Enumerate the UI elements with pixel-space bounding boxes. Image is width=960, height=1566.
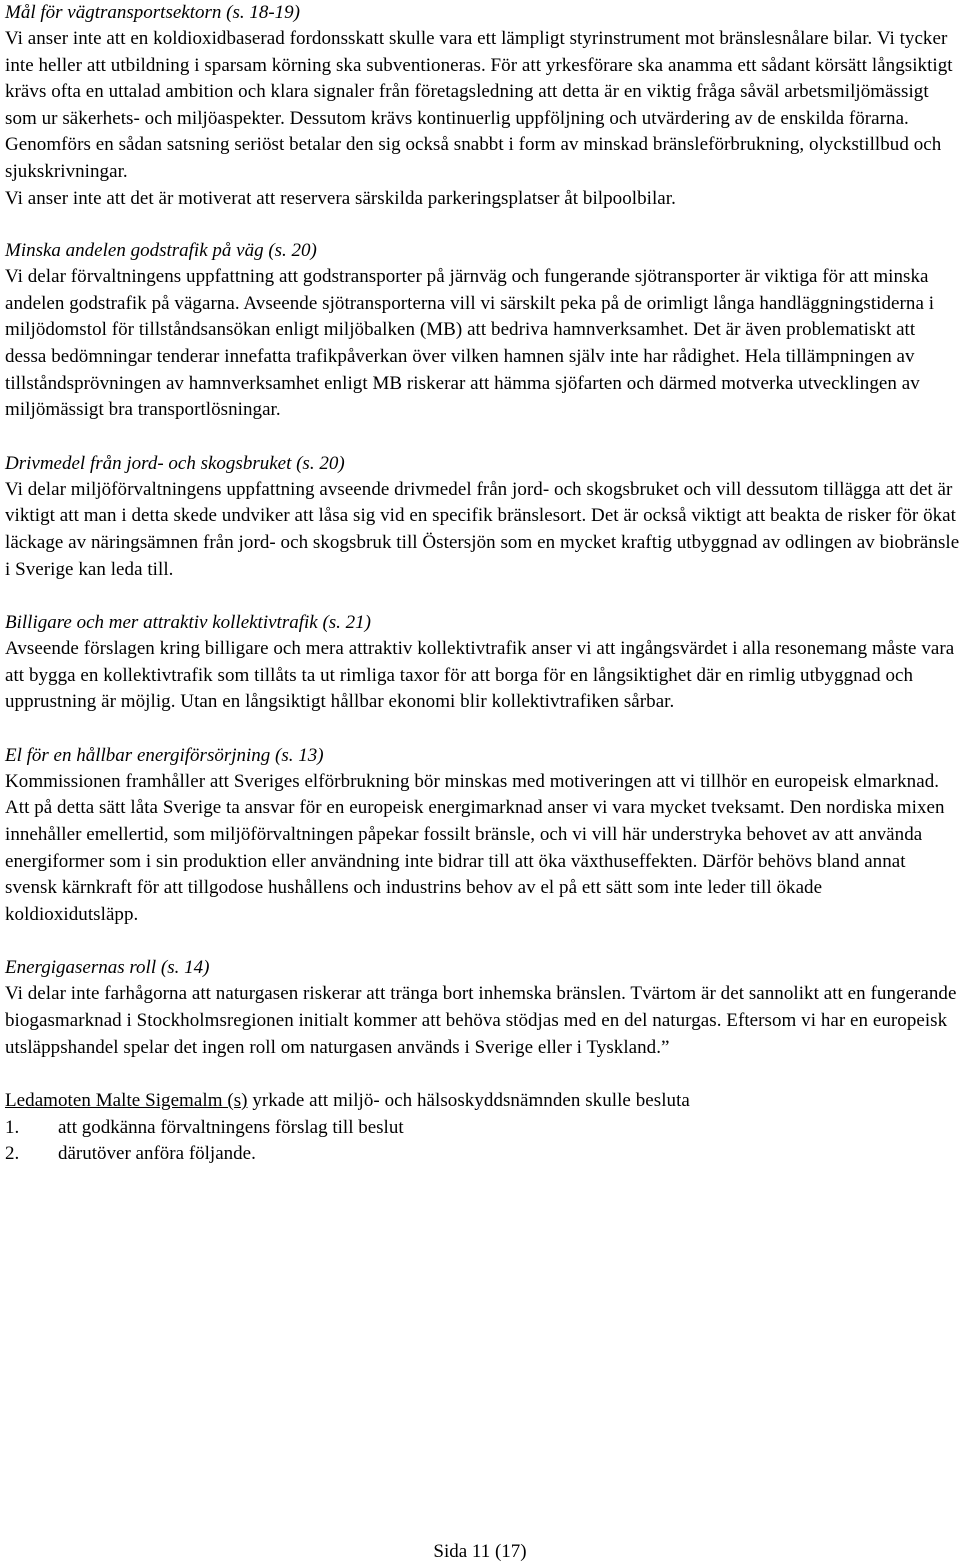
section-paragraph: Vi delar inte farhågorna att naturgasen riskerar att tränga bort inhemska bränslen. Tvärtom är det sannolikt att en fungerande biogasmarknad i Stockholmsregionen initialt kommer att behöva stödjas med en del naturgas. Eftersom vi har en europeisk utsläppshandel spelar det ingen roll om naturgasen används i Sverige eller i Tyskland.” xyxy=(5,983,957,1058)
document-page xyxy=(5,0,960,1193)
motion-block xyxy=(5,1088,960,1168)
section-drivmedel xyxy=(5,451,960,583)
section-el-energi xyxy=(5,743,960,929)
section-heading: El för en hållbar energiförsörjning (s. 13) xyxy=(5,744,324,766)
list-item-number: 2. xyxy=(5,1143,20,1165)
list-item-text: att godkänna förvaltningens förslag till beslut xyxy=(58,1116,404,1138)
motion-name: Ledamoten Malte Sigemalm (s) xyxy=(5,1090,248,1112)
motion-rest: yrkade att miljö- och hälsoskyddsnämnden skulle besluta xyxy=(247,1090,690,1112)
section-godstrafik xyxy=(5,238,960,424)
section-heading: Energigasernas roll (s. 14) xyxy=(5,957,210,979)
page-number-footer: Sida 11 (17) xyxy=(433,1541,527,1562)
section-paragraph: Vi anser inte att det är motiverat att reservera särskilda parkeringsplatser åt bilpoolbilar. xyxy=(5,187,676,209)
list-item-text: därutöver anföra följande. xyxy=(58,1143,256,1165)
section-vagtransport xyxy=(5,0,960,212)
section-energigaser xyxy=(5,955,960,1061)
section-kollektivtrafik xyxy=(5,610,960,716)
motion-intro xyxy=(5,1088,960,1115)
section-paragraph: Kommissionen framhåller att Sveriges elförbrukning bör minskas med motiveringen att vi tillhör en europeisk elmarknad. Att på detta sätt låta Sverige ta ansvar för en europeisk energimarknad anser vi vara mycket tveksamt. Den nordiska mixen innehåller emellertid, som miljöförvaltningen påpekar fossilt bränsle, och vi vill här understryka behovet av att använda energiformer som i sin produktion eller användning inte bidrar till att öka växthuseffekten. Därför behövs bland annat svensk kärnkraft för att tillgodose hushållens och industrins behov av el på ett sätt som inte leder till ökade koldioxidutsläpp. xyxy=(5,770,945,925)
list-item xyxy=(5,1141,960,1168)
section-heading: Mål för vägtransportsektorn (s. 18-19) xyxy=(5,2,301,23)
list-item-number: 1. xyxy=(5,1116,20,1138)
section-paragraph: Vi delar förvaltningens uppfattning att godstransporter på järnväg och fungerande sjötransporter är viktiga för att minska andelen godstrafik på vägarna. Avseende sjötransporterna vill vi särskilt peka på de orimligt långa handläggningstiderna i miljödomstol för tillståndsansökan enligt miljöbalken (MB) att bedriva hamnverksamhet. Det är även problematiskt att dessa bedömningar tenderar innefatta trafikpåverkan över vilken hamnen själv inte har rådighet. Hela tillämpningen av tillståndsprövningen av hamnverksamhet enligt MB riskerar att hämma sjöfarten och därmed motverka utvecklingen av miljömässigt bra transportlösningar. xyxy=(5,266,935,421)
section-paragraph: Avseende förslagen kring billigare och mera attraktiv kollektivtrafik anser vi att ingångsvärdet i alla resonemang måste vara att bygga en kollektivtrafik som tillåts ta ut rimliga taxor för att borga för en långsiktighet där en rimlig utbyggnad och upprustning är möjlig. Utan en långsiktigt hållbar ekonomi blir kollektivtrafiken sårbar. xyxy=(5,638,955,713)
section-paragraph: Vi anser inte att en koldioxidbaserad fordonsskatt skulle vara ett lämpligt styrinstrument mot bränslesnålare bilar. Vi tycker inte heller att utbildning i sparsam körning ska subventioneras. För att yrkesförare ska anamma ett sådant körsätt långsiktigt krävs ofta en uttalad ambition och klara signaler från företagsledning att detta är en viktig fråga såväl arbetsmiljömässigt som ur säkerhets- och miljöaspekter. Dessutom krävs kontinuerlig uppföljning och utvärdering av de enskilda förarna. Genomförs en sådan satsning seriöst betalar den sig också snabbt i form av minskad bränsleförbrukning, olyckstillbud och sjukskrivningar. xyxy=(5,28,953,182)
section-paragraph: Vi delar miljöförvaltningens uppfattning avseende drivmedel från jord- och skogsbruket och vill dessutom tillägga att det är viktigt att man i detta skede undviker att låsa sig vid en specifik bränslesort. Det är också viktigt att beakta de risker för ökat läckage av näringsämnen från jord- och skogsbruk till Östersjön som en mycket kraftig utbyggnad av odlingen av biobränsle i Sverige kan leda till. xyxy=(5,478,960,580)
motion-list xyxy=(5,1115,960,1168)
section-heading: Billigare och mer attraktiv kollektivtrafik (s. 21) xyxy=(5,612,372,634)
list-item xyxy=(5,1115,960,1142)
section-heading: Minska andelen godstrafik på väg (s. 20) xyxy=(5,240,317,262)
section-heading: Drivmedel från jord- och skogsbruket (s. 20) xyxy=(5,452,345,474)
